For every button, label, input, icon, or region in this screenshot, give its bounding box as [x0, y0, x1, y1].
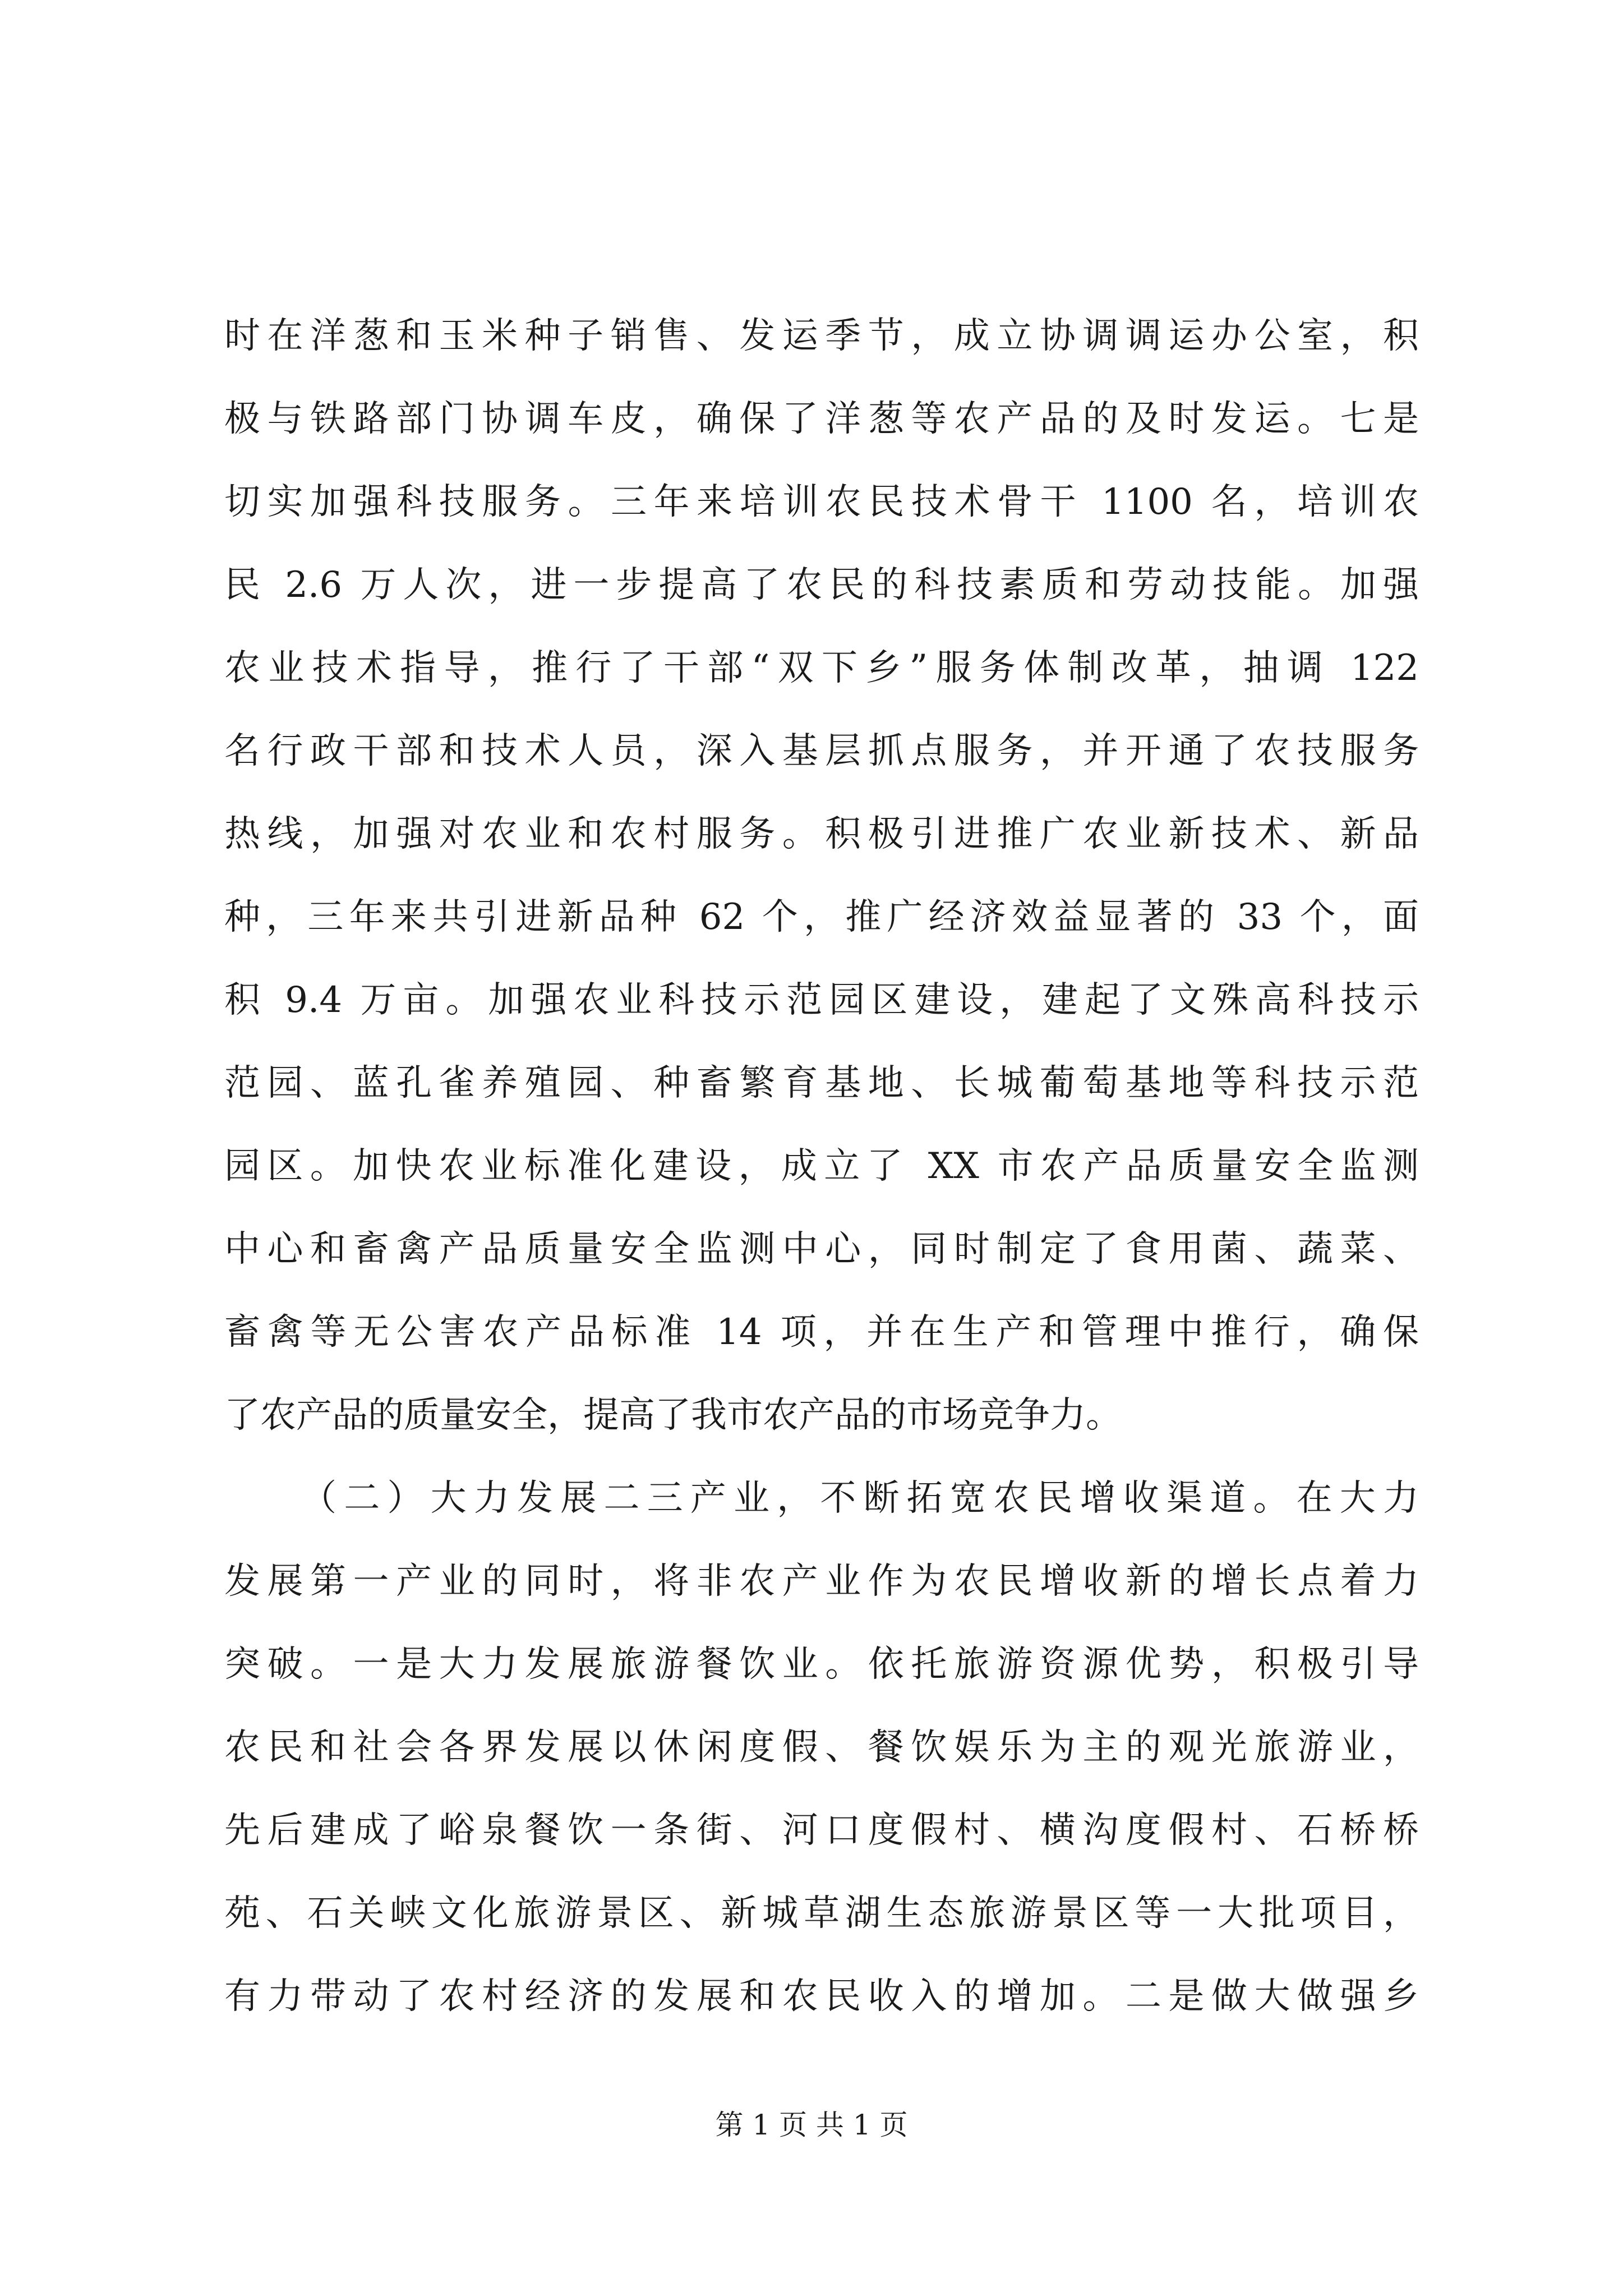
- text-line: 发展第一产业的同时，将非农产业作为农民增收新的增长点着力: [224, 1561, 1419, 1602]
- text-line: 苑、石关峡文化旅游景区、新城草湖生态旅游景区等一大批项目，: [224, 1893, 1419, 1934]
- text-line: 中心和畜禽产品质量安全监测中心，同时制定了食用菌、蔬菜、: [224, 1228, 1419, 1270]
- page-number-label: 第 1 页 共 1 页: [715, 2109, 908, 2141]
- text-line: 种，三年来共引进新品种 62 个，推广经济效益显著的 33 个，面: [224, 896, 1419, 938]
- text-line: 名行政干部和技术人员，深入基层抓点服务，并开通了农技服务: [224, 730, 1419, 772]
- document-body: [224, 295, 1419, 2038]
- text-line: 先后建成了峪泉餐饮一条街、河口度假村、横沟度假村、石桥桥: [224, 1810, 1419, 1851]
- text-line: 热线，加强对农业和农村服务。积极引进推广农业新技术、新品: [224, 813, 1419, 855]
- page-footer: [0, 2108, 1623, 2142]
- text-line: 农业技术指导，推行了干部“双下乡”服务体制改革，抽调 122: [224, 647, 1419, 689]
- text-line: 极与铁路部门协调车皮，确保了洋葱等农产品的及时发运。七是: [224, 398, 1419, 440]
- text-line: 时在洋葱和玉米种子销售、发运季节，成立协调调运办公室，积: [224, 315, 1419, 357]
- text-line: 切实加强科技服务。三年来培训农民技术骨干 1100 名，培训农: [224, 481, 1419, 523]
- text-line: 范园、蓝孔雀养殖园、种畜繁育基地、长城葡萄基地等科技示范: [224, 1062, 1419, 1104]
- text-line: 农民和社会各界发展以休闲度假、餐饮娱乐为主的观光旅游业，: [224, 1727, 1419, 1768]
- text-line: 民 2.6 万人次，进一步提高了农民的科技素质和劳动技能。加强: [224, 564, 1419, 606]
- text-line: 畜禽等无公害农产品标准 14 项，并在生产和管理中推行，确保: [224, 1312, 1419, 1353]
- text-line: 园区。加快农业标准化建设，成立了 XX 市农产品质量安全监测: [224, 1145, 1419, 1187]
- text-line: 有力带动了农村经济的发展和农民收入的增加。二是做大做强乡: [224, 1976, 1419, 2017]
- text-line: 积 9.4 万亩。加强农业科技示范园区建设，建起了文殊高科技示: [224, 979, 1419, 1021]
- text-line: 突破。一是大力发展旅游餐饮业。依托旅游资源优势，积极引导: [224, 1644, 1419, 1685]
- paragraph-end-line: 了农产品的质量安全，提高了我市农产品的市场竞争力。: [224, 1395, 1122, 1436]
- paragraph-start-line: （二）大力发展二三产业，不断拓宽农民增收渠道。在大力: [301, 1478, 1419, 1519]
